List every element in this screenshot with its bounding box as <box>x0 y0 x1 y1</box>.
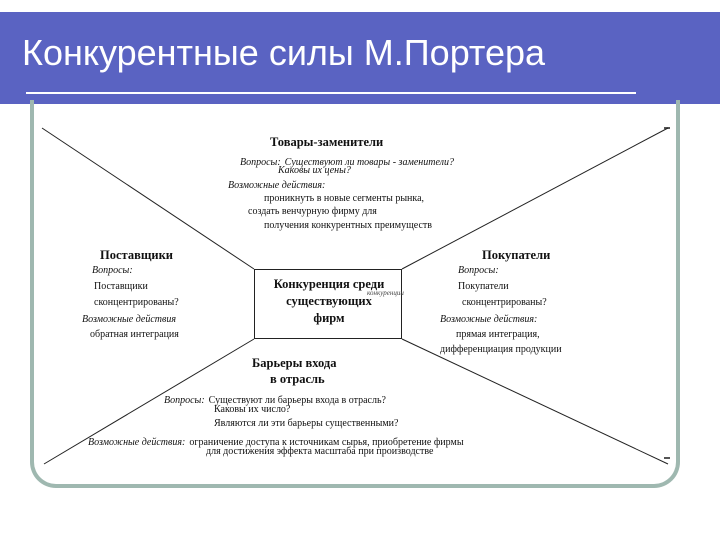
buyers-questions-label: Вопросы: <box>458 265 499 276</box>
suppliers-questions-label: Вопросы: <box>92 265 133 276</box>
buyers-a2: дифференциация продукции <box>440 344 562 355</box>
center-box <box>254 269 402 339</box>
substitutes-q1: Существуют ли товары - заменители? <box>284 157 454 168</box>
barriers-a1: ограничение доступа к источникам сырья, приобретение фирмы <box>189 437 464 448</box>
buyers-q1: Покупатели <box>458 281 509 292</box>
substitutes-a1: проникнуть в новые сегменты рынка, <box>264 193 425 204</box>
substitutes-a2: создать венчурную фирму для <box>248 206 377 217</box>
suppliers-q2: сконцентрированы? <box>94 297 179 308</box>
buyers-heading: Покупатели <box>482 248 551 262</box>
substitutes-heading: Товары-заменители <box>270 135 384 149</box>
suppliers-heading: Поставщики <box>100 248 173 262</box>
suppliers-q1: Поставщики <box>94 281 148 292</box>
center-label <box>255 276 403 327</box>
substitutes-actions-label: Возможные действия: <box>228 180 326 191</box>
barriers-q2: Каковы их число? <box>214 404 291 415</box>
barriers-q1: Существуют ли барьеры входа в отрасль? <box>208 395 386 406</box>
barriers-actions-label: Возможные действия: <box>88 437 186 448</box>
center-note: конкуренции <box>367 289 404 297</box>
slide-title: Конкурентные силы М.Портера <box>22 32 546 73</box>
barriers-q3: Являются ли эти барьеры существенными? <box>214 418 399 429</box>
suppliers-actions-label: Возможные действия <box>82 314 177 325</box>
center-line-1: Конкуренция среди <box>273 277 385 291</box>
buyers-a1: прямая интеграция, <box>456 329 540 340</box>
suppliers-a1: обратная интеграция <box>90 329 179 340</box>
buyers-actions-label: Возможные действия: <box>440 314 538 325</box>
substitutes-a3: получения конкурентных преимуществ <box>264 220 433 231</box>
buyers-q2: сконцентрированы? <box>462 297 547 308</box>
barriers-questions-label: Вопросы: <box>164 395 205 406</box>
barriers-a2: для достижения эффекта масштаба при производстве <box>206 446 434 457</box>
barriers-heading-2: в отрасль <box>270 372 325 386</box>
barriers-heading-1: Барьеры входа <box>252 356 337 370</box>
substitutes-questions-label: Вопросы: <box>240 157 281 168</box>
substitutes-q2: Каковы их цены? <box>278 165 351 176</box>
center-line-2: существующих <box>286 294 372 308</box>
center-line-3: фирм <box>313 311 345 325</box>
